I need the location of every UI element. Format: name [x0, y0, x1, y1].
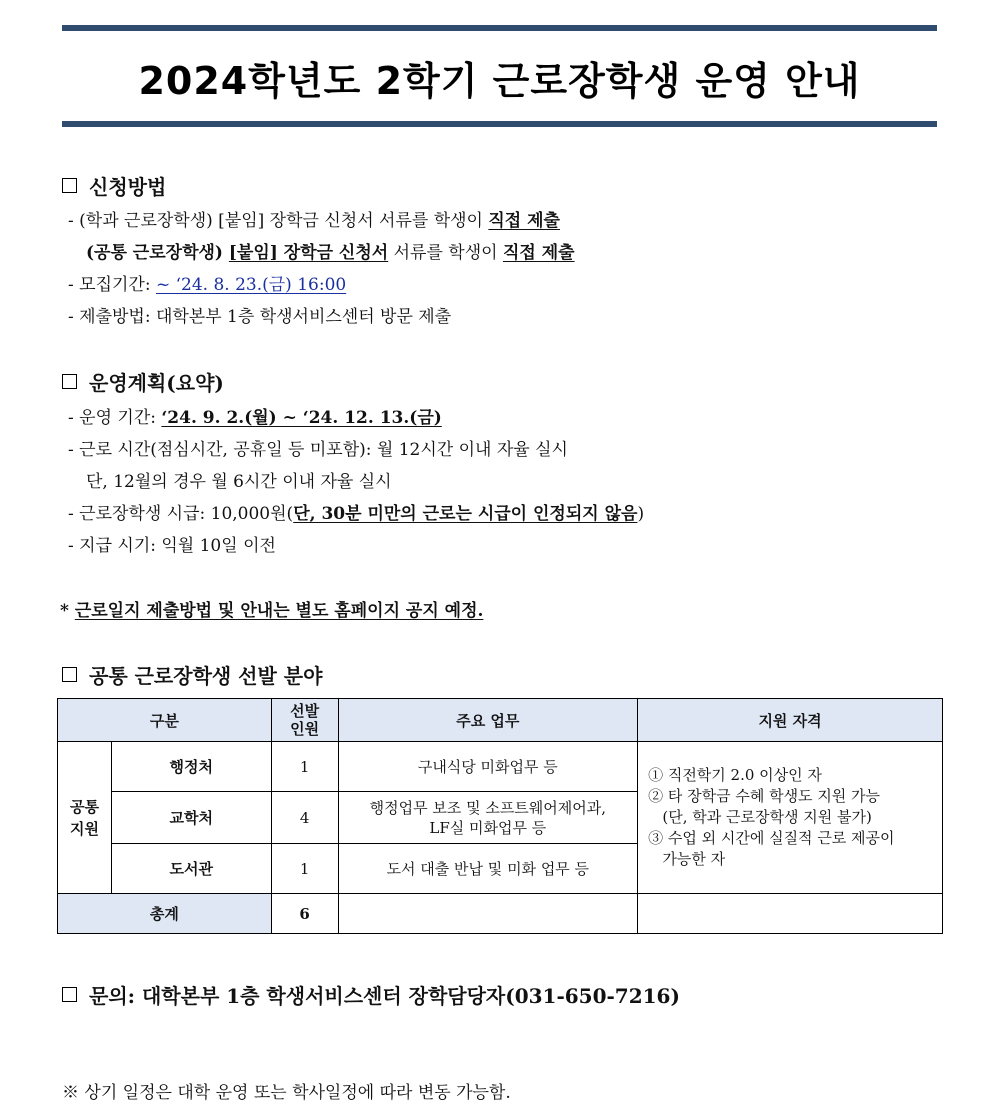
total-empty-qualification — [638, 894, 943, 934]
group-label: 공통 지원 — [58, 742, 112, 894]
total-label: 총계 — [58, 894, 272, 934]
checkbox-square-icon — [62, 374, 77, 389]
section-fields-title: 공통 근로장학생 선발 분야 — [89, 664, 323, 688]
header-category: 구분 — [58, 699, 272, 742]
contact-heading — [62, 980, 680, 1009]
plan-payday: - 지급 시기: 익월 10일 이전 — [68, 536, 276, 556]
apply-period — [68, 270, 346, 295]
apply-common-emph: 직접 제출 — [502, 243, 575, 263]
title-top-rule — [62, 25, 937, 31]
page-title: 2024학년도 2학기 근로장학생 운영 안내 — [138, 59, 861, 103]
count-cell: 1 — [271, 742, 338, 792]
apply-common-attachment: [붙임] 장학금 신청서 — [228, 243, 389, 263]
qualification-line: ① 직전학기 2.0 이상인 자 — [648, 766, 822, 784]
plan-period-value: ‘24. 9. 2.(월) ~ ‘24. 12. 13.(금) — [161, 408, 442, 428]
apply-common-text: 서류를 학생이 — [388, 243, 503, 263]
table-header-row — [58, 699, 943, 742]
qualification-line: 가능한 자 — [648, 850, 726, 868]
apply-line-dept-text: - (학과 근로장학생) [붙임] 장학금 신청서 서류를 학생이 — [68, 211, 489, 231]
section-apply-title: 신청방법 — [89, 175, 167, 199]
count-cell: 4 — [271, 792, 338, 844]
notice-text: 근로일지 제출방법 및 안내는 별도 홈페이지 공지 예정. — [74, 601, 484, 621]
plan-wage-text: - 근로장학생 시급: 10,000원( — [68, 504, 294, 524]
duty-cell: 도서 대출 반납 및 미화 업무 등 — [338, 844, 638, 894]
contact-text: 문의: 대학본부 1층 학생서비스센터 장학담당자(031-650-7216) — [89, 984, 680, 1008]
apply-line-dept — [68, 206, 560, 231]
notice-star: * — [60, 601, 75, 621]
plan-wage — [68, 499, 644, 524]
plan-hours-december: 단, 12월의 경우 월 6시간 이내 자율 실시 — [86, 472, 392, 492]
section-apply-heading — [62, 171, 166, 200]
qualification-line: ② 타 장학금 수혜 학생도 지원 가능 — [648, 787, 881, 805]
dept-cell: 교학처 — [111, 792, 271, 844]
table-total-row — [58, 894, 943, 934]
worklog-notice — [60, 596, 483, 621]
total-value: 6 — [271, 894, 338, 934]
duty-cell: 행정업무 보조 및 소프트웨어제어과, LF실 미화업무 등 — [338, 792, 638, 844]
section-plan-heading — [62, 367, 224, 396]
qualification-line: ③ 수업 외 시간에 실질적 근로 제공이 — [648, 829, 895, 847]
plan-period-label: - 운영 기간: — [68, 408, 162, 428]
selection-table — [57, 698, 943, 934]
checkbox-square-icon — [62, 178, 77, 193]
apply-period-label: - 모집기간: — [68, 275, 156, 295]
plan-wage-emph: 단, 30분 미만의 근로는 시급이 인정되지 않음 — [293, 504, 638, 524]
total-empty-duty — [338, 894, 638, 934]
apply-line-common — [86, 238, 575, 263]
qualification-cell — [638, 742, 943, 894]
apply-common-label: (공통 근로장학생) — [86, 243, 229, 263]
apply-line-dept-emph: 직접 제출 — [488, 211, 560, 231]
duty-cell: 구내식당 미화업무 등 — [338, 742, 638, 792]
qualification-line: (단, 학과 근로장학생 지원 불가) — [648, 808, 872, 826]
plan-period — [68, 403, 442, 428]
footnote: ※ 상기 일정은 대학 운영 또는 학사일정에 따라 변동 가능함. — [62, 1083, 511, 1103]
plan-wage-suffix: ) — [637, 504, 645, 524]
table-row — [58, 742, 943, 792]
section-fields-heading — [62, 660, 322, 689]
plan-hours: - 근로 시간(점심시간, 공휴일 등 미포함): 월 12시간 이내 자율 실시 — [68, 440, 568, 460]
apply-method: - 제출방법: 대학본부 1층 학생서비스센터 방문 제출 — [68, 307, 452, 327]
checkbox-square-icon — [62, 987, 77, 1002]
header-qualification: 지원 자격 — [638, 699, 943, 742]
checkbox-square-icon — [62, 667, 77, 682]
section-plan-title: 운영계획(요약) — [89, 371, 224, 395]
count-cell: 1 — [271, 844, 338, 894]
apply-period-value: ~ ‘24. 8. 23.(금) 16:00 — [155, 275, 347, 295]
header-duty: 주요 업무 — [338, 699, 638, 742]
title-bottom-rule — [62, 121, 937, 127]
dept-cell: 도서관 — [111, 844, 271, 894]
dept-cell: 행정처 — [111, 742, 271, 792]
header-count: 선발 인원 — [271, 699, 338, 742]
